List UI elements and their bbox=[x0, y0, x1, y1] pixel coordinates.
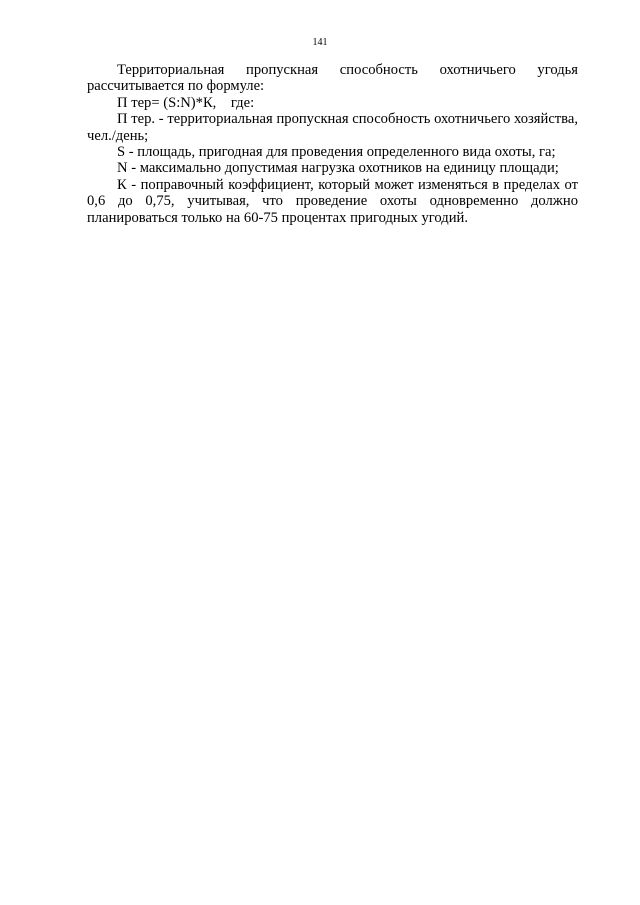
paragraph-formula: П тер= (S:N)*К, где: bbox=[117, 94, 255, 111]
paragraph-intro: Территориальная пропускная способность охотничьего угодья рассчитывается по формуле: bbox=[87, 62, 578, 95]
paragraph-definition-p-ter: П тер. - территориальная пропускная способность охотничьего хозяйства, чел./день; bbox=[87, 111, 578, 144]
paragraph-definition-n: N - максимально допустимая нагрузка охотников на единицу площади; bbox=[117, 160, 559, 177]
page-number: 141 bbox=[312, 37, 328, 48]
paragraph-definition-k: К - поправочный коэффициент, который может изменяться в пределах от 0,6 до 0,75, учитывая, что проведение охоты одновременно должно планироваться только на 60-75 процентах пригодных угодий. bbox=[87, 176, 578, 226]
document-body bbox=[87, 62, 578, 226]
paragraph-definition-s: S - площадь, пригодная для проведения определенного вида охоты, га; bbox=[117, 144, 556, 161]
